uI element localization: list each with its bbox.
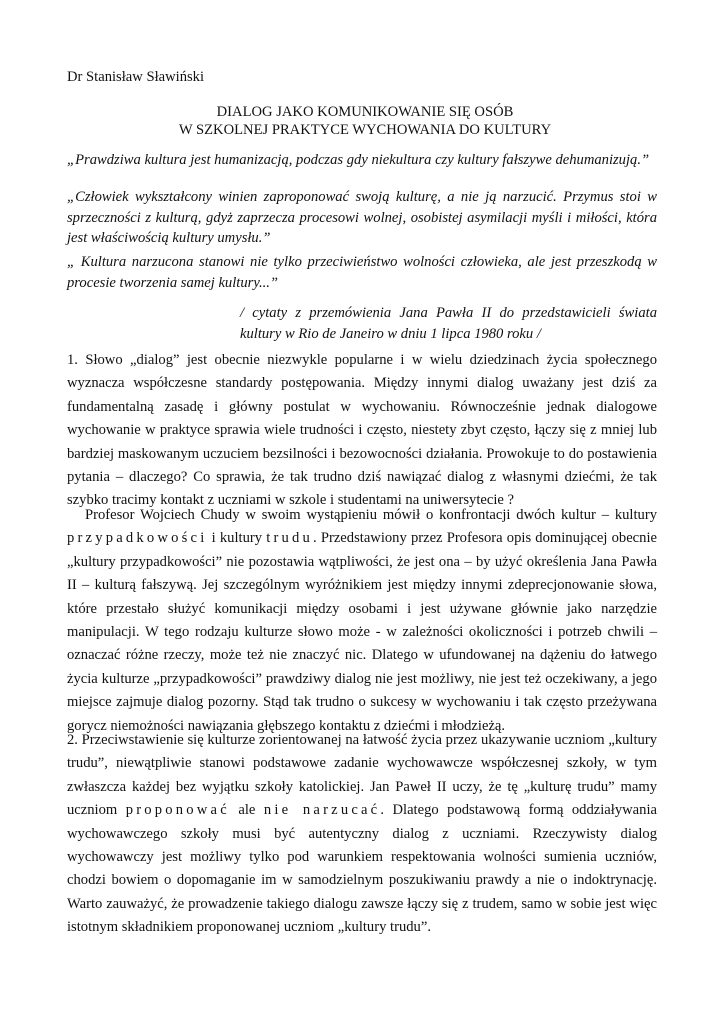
paragraph-2 bbox=[67, 504, 657, 738]
spaced-term-przypadkowosci: przypadkowości bbox=[67, 530, 208, 547]
spaced-term-nie-narzucac: nie narzucać bbox=[263, 802, 381, 819]
quote-1: „Prawdziwa kultura jest humanizacją, podczas gdy niekultura czy kultury fałszywe dehumanizują.” bbox=[67, 152, 650, 168]
spaced-term-trudu: trudu bbox=[266, 530, 314, 547]
paragraph-3-text-a: 2. Przeciwstawienie się kulturze zorientowanej na łatwość życia przez ukazywanie uczniom „kultury trudu”, niewątpliwie stanowi podstawowe zadanie wychowawcze współczesnej szkoły, w tym zwłaszcza każdej bez wyjątku szkoły katolickiej. Jan Paweł II uczy, że tę „kulturę trudu” mamy uczniom bbox=[67, 732, 657, 819]
paragraph-3-text-c: . Dlatego podstawową formą oddziaływania wychowawczego szkoły musi być autentyczny dialog z uczniami. Rzeczywisty dialog wychowawczy jest możliwy tylko pod warunkiem respektowania wolności sumienia uczniów, chodzi bowiem o dopomaganie im w samodzielnym poszukiwaniu prawdy a nie o indoktrynację. Warto zauważyć, że prowadzenie takiego dialogu zawsze łączy się z trudem, samo w sobie jest więc istotnym składnikiem proponowanej uczniom „kultury trudu”. bbox=[67, 802, 657, 936]
author-name: Dr Stanisław Sławiński bbox=[67, 69, 205, 85]
paragraph-2-text-a: Profesor Wojciech Chudy w swoim wystąpieniu mówił o konfrontacji dwóch kultur – kultury bbox=[85, 507, 657, 523]
paragraph-3 bbox=[67, 729, 657, 940]
paragraph-1: 1. Słowo „dialog” jest obecnie niezwykle popularne i w wielu dziedzinach życia społecznego wyznacza współczesne standardy postępowania. Między innymi dialog uważany jest dziś za fundamentalną zasadę i główny postulat w wychowaniu. Równocześnie jednak dialogowe wychowanie w praktyce sprawia wiele trudności i często, niestety zbyt często, łączy się z mniej lub bardziej maskowanym uczuciem bezsilności i bezowocności działania. Prowokuje to do postawienia pytania – dlaczego? Co sprawia, że tak trudno dziś nawiązać dialog z własnymi dziećmi, że tak szybko tracimy kontakt z uczniami w szkole i studentami na uniwersytecie ? bbox=[67, 352, 657, 509]
paragraph-3-text-b: ale bbox=[238, 802, 256, 819]
paragraph-2-text-c: . Przedstawiony przez Profesora opis dominującej obecnie „kultury przypadkowości” nie pozostawia wątpliwości, że jest ona – by użyć określenia Jana Pawła II – kulturą fałszywą. Jej szczególnym wyróżnikiem jest między innymi zdeprecjonowanie słowa, które przestało służyć komunikacji między osobami i jest używane głównie jako narzędzie manipulacji. W tego rodzaju kulturze słowo może - w zależności okoliczności i potrzeb chwili – oznaczać różne rzeczy, może też nie znaczyć nic. Dlatego w ufundowanej na dążeniu do łatwego życia kulturze „przypadkowości” prawdziwy dialog nie jest możliwy, nie jest też oczekiwany, a jego miejsce zajmuje dialog pozorny. Stąd tak trudno o sukcesy w wychowaniu i tak często przeżywana gorycz niemożności nawiązania głębszego kontaktu z dziećmi i młodzieżą. bbox=[67, 530, 657, 734]
title-line-1: DIALOG JAKO KOMUNIKOWANIE SIĘ OSÓB bbox=[216, 104, 514, 120]
quote-3: „ Kultura narzucona stanowi nie tylko przeciwieństwo wolności człowieka, ale jest przeszkodą w procesie tworzenia samej kultury...” bbox=[67, 254, 657, 291]
document-title bbox=[67, 103, 663, 139]
title-line-2: W SZKOLNEJ PRAKTYCE WYCHOWANIA DO KULTURY bbox=[178, 122, 552, 138]
spaced-term-proponowac: proponować bbox=[125, 802, 230, 819]
quote-2: „Człowiek wykształcony winien zaproponować swoją kulturę, a nie ją narzucić. Przymus stoi w sprzeczności z kulturą, gdyż zaprzecza procesowi wolnej, osobistej asymilacji myśli i miłości, która jest właściwością kultury umysłu.” bbox=[67, 189, 657, 246]
quote-citation: / cytaty z przemówienia Jana Pawła II do przedstawicieli świata kultury w Rio de Janeiro w dniu 1 lipca 1980 roku / bbox=[240, 305, 657, 342]
paragraph-2-text-b: i kultury bbox=[211, 530, 263, 547]
